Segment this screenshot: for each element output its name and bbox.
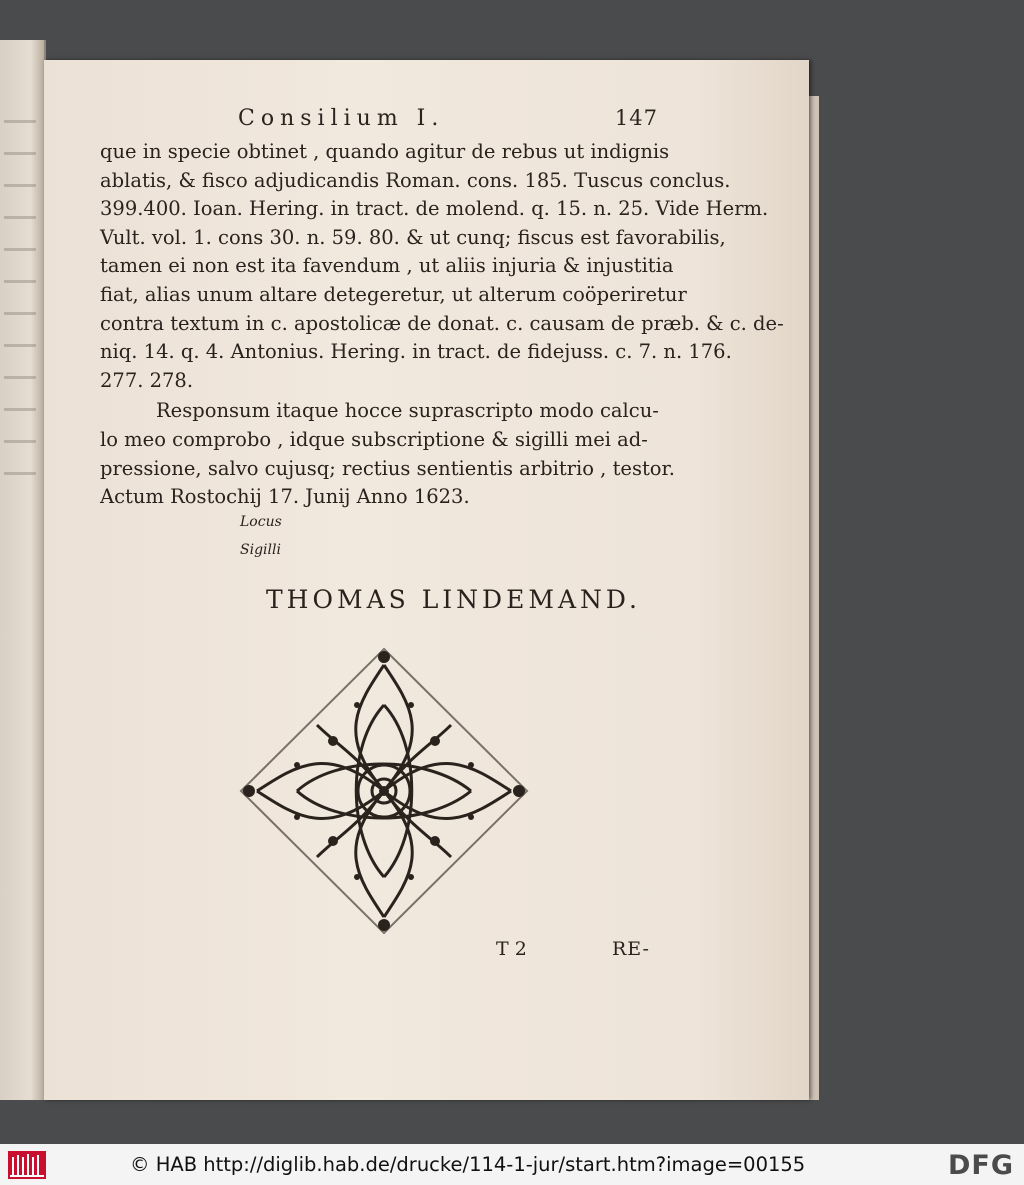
closing-paragraph [100, 397, 675, 511]
dfg-logo-icon: DFG [947, 1150, 1014, 1181]
text-line: 277. 278. [100, 368, 194, 392]
text-line: pressione, salvo cujusq; rectius sentientis arbitrio , testor. [100, 456, 675, 480]
facing-page-edge [0, 40, 46, 1100]
hab-logo-icon [8, 1151, 46, 1179]
body-text [100, 138, 784, 512]
text-line: 399.400. Ioan. Hering. in tract. de molend. q. 15. n. 25. Vide Herm. [100, 197, 769, 221]
text-line: fiat, alias unum altare detegeretur, ut alterum coöperiretur [100, 282, 687, 306]
next-page-edge [809, 96, 819, 1100]
text-line: tamen ei non est ita favendum , ut aliis injuria & injustitia [100, 254, 674, 278]
seal-line: Sigilli [240, 542, 281, 558]
text-line: Vult. vol. 1. cons 30. n. 59. 80. & ut cunq; fiscus est favorabilis, [100, 225, 726, 249]
footer-bar [0, 1144, 1024, 1185]
signature: THOMAS LINDEMAND. [266, 585, 641, 614]
catchword: RE- [612, 938, 650, 960]
text-line: lo meo comprobo , idque subscriptione & sigilli mei ad- [100, 427, 648, 451]
seal-placeholder [240, 508, 282, 564]
page-header [238, 106, 658, 131]
ornament-icon [237, 645, 531, 937]
text-line: Actum Rostochij 17. Junij Anno 1623. [100, 485, 470, 509]
text-line: que in specie obtinet , quando agitur de rebus ut indignis [100, 140, 670, 163]
text-line: contra textum in c. apostolicæ de donat. c. causam de præb. & c. de- [100, 311, 784, 335]
footer-credit-link[interactable]: © HAB http://diglib.hab.de/drucke/114-1-jur/start.htm?image=00155 [130, 1153, 806, 1176]
text-line: Responsum itaque hocce suprascripto modo calcu- [156, 399, 659, 423]
running-head: Consilium I. [238, 106, 445, 131]
page-number: 147 [614, 106, 658, 130]
text-line: niq. 14. q. 4. Antonius. Hering. in tract. de fidejuss. c. 7. n. 176. [100, 340, 732, 364]
seal-line: Locus [240, 514, 282, 530]
signature-mark: T 2 [496, 938, 527, 960]
text-line: ablatis, & fisco adjudicandis Roman. cons. 185. Tuscus conclus. [100, 168, 731, 192]
book-page [44, 60, 809, 1100]
